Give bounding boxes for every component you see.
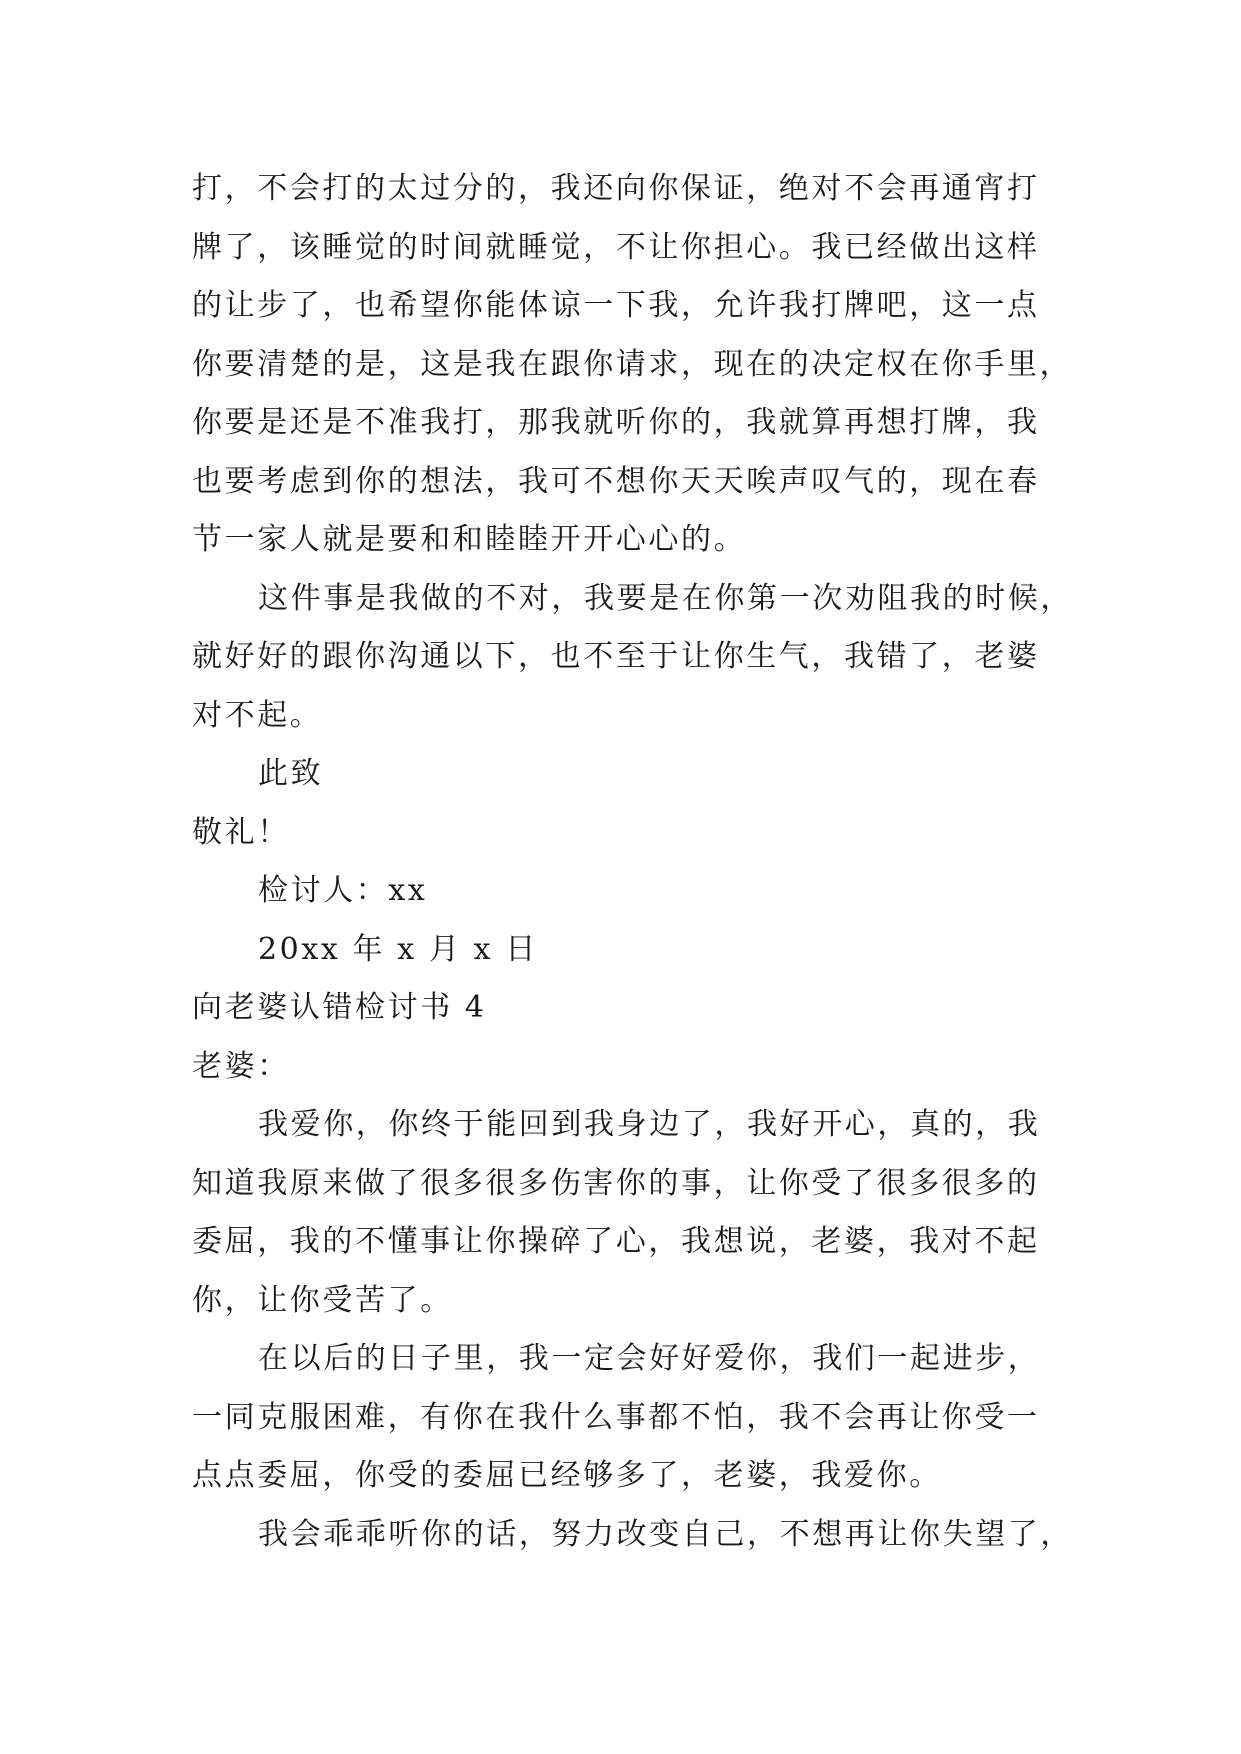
paragraph-start-line: 这件事是我做的不对，我要是在你第一次劝阻我的时候， <box>258 580 1073 616</box>
text-line: 的让步了，也希望你能体谅一下我，允许我打牌吧，这一点 <box>192 288 1040 323</box>
text-line: 一同克服困难，有你在我什么事都不怕，我不会再让你受一 <box>192 1399 1040 1435</box>
text-line: 打，不会打的太过分的，我还向你保证，绝对不会再通宵打 <box>192 171 1040 206</box>
document-body <box>192 160 1073 1564</box>
text-line: 委屈，我的不懂事让你操碎了心，我想说，老婆，我对不起 <box>192 1224 1040 1259</box>
text-line: 对不起。 <box>192 697 323 733</box>
text-line: 节一家人就是要和和睦睦开开心心的。 <box>192 522 747 557</box>
text-line: 你要是还是不准我打，那我就听你的，我就算再想打牌，我 <box>192 405 1040 440</box>
date-line: 20xx 年 x 月 x 日 <box>258 931 538 967</box>
closing-regards: 敬礼！ <box>192 814 290 850</box>
signature-line: 检讨人：xx <box>258 873 428 908</box>
text-line: 牌了，该睡觉的时间就睡觉，不让你担心。我已经做出这样 <box>192 229 1040 265</box>
paragraph-start-line: 我会乖乖听你的话，努力改变自己，不想再让你失望了， <box>258 1516 1073 1552</box>
text-line: 就好好的跟你沟通以下，也不至于让你生气，我错了，老婆 <box>192 639 1040 674</box>
text-line: 你，让你受苦了。 <box>192 1282 453 1318</box>
text-line: 点点委屈，你受的委屈已经够多了，老婆，我爱你。 <box>192 1458 942 1493</box>
paragraph-start-line: 在以后的日子里，我一定会好好爱你，我们一起进步， <box>258 1341 1041 1376</box>
letter-greeting: 老婆： <box>192 1048 290 1084</box>
text-line: 知道我原来做了很多很多伤害你的事，让你受了很多很多的 <box>192 1165 1040 1201</box>
text-line: 你要清楚的是，这是我在跟你请求，现在的决定权在你手里， <box>192 346 1073 382</box>
paragraph-start-line: 我爱你，你终于能回到我身边了，我好开心，真的，我 <box>258 1107 1041 1142</box>
text-line: 也要考虑到你的想法，我可不想你天天唉声叹气的，现在春 <box>192 463 1040 499</box>
section-title: 向老婆认错检讨书 4 <box>192 990 487 1025</box>
closing-salutation: 此致 <box>258 756 324 791</box>
